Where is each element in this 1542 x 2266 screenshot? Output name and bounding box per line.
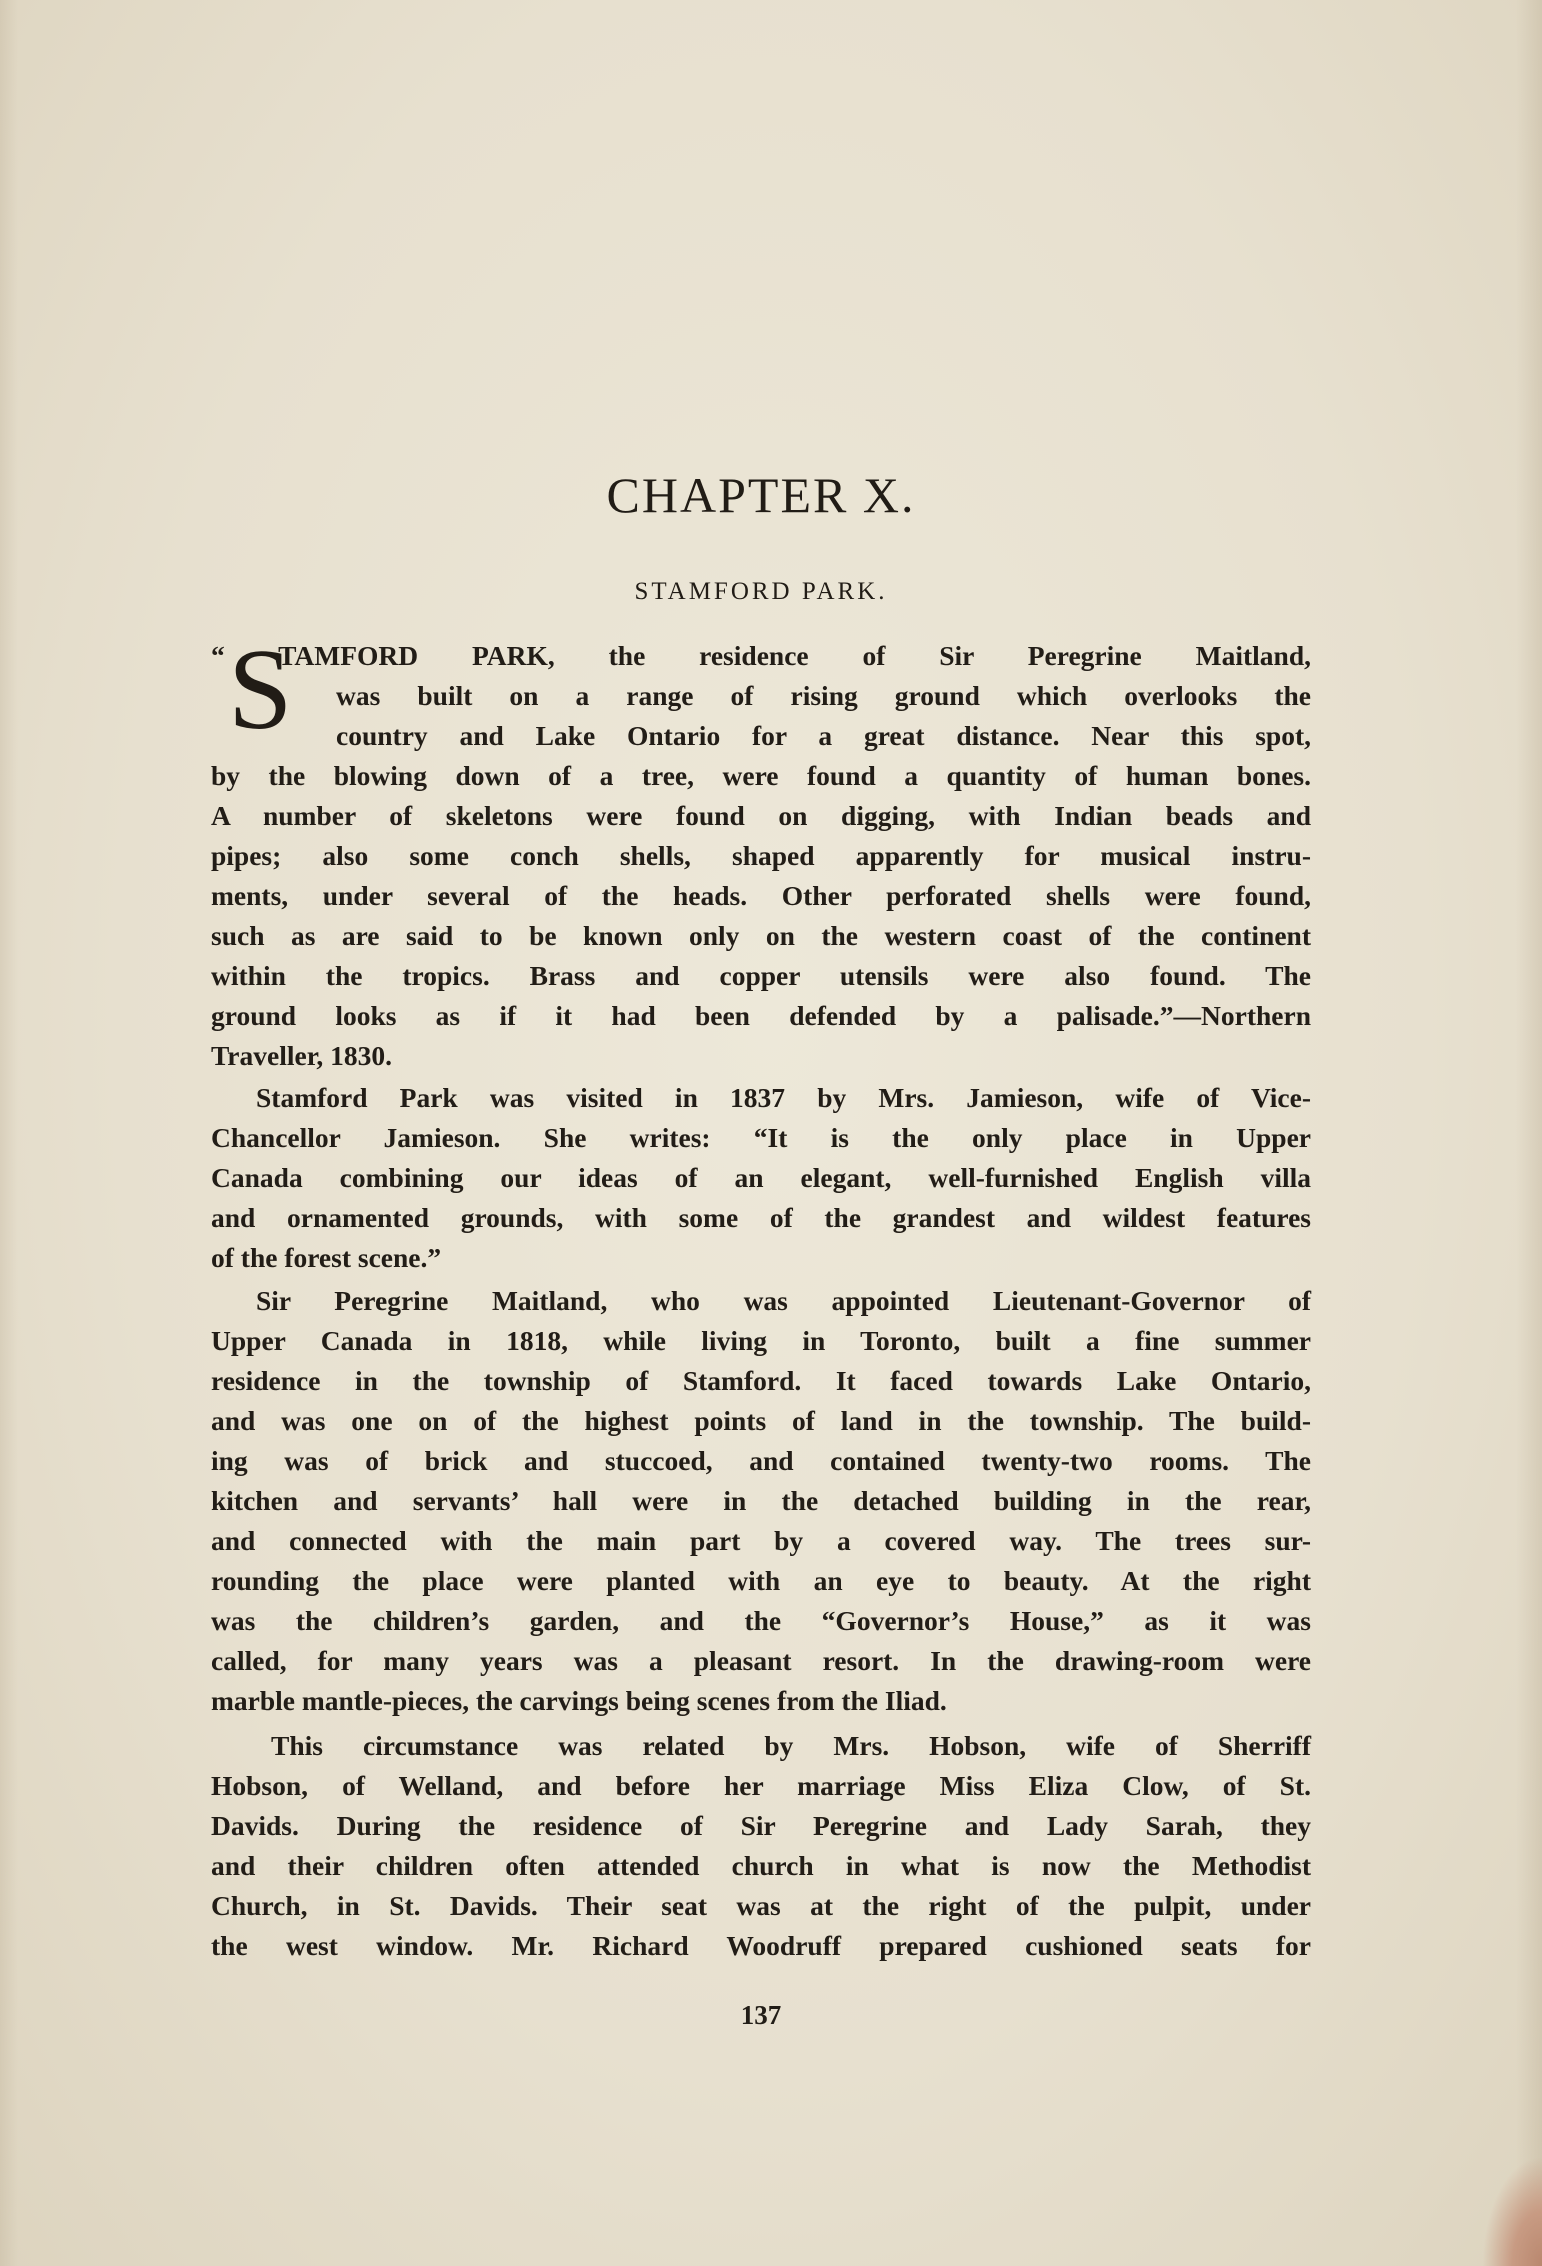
text-line: by the blowing down of a tree, were found a quantity of human bones. bbox=[211, 760, 1311, 791]
text-line: and their children often attended church in what is now the Methodist bbox=[211, 1850, 1311, 1881]
text-line: ments, under several of the heads. Other perforated shells were found, bbox=[211, 880, 1311, 911]
page-corner-curl bbox=[1482, 2156, 1542, 2266]
text-line: ground looks as if it had been defended by a palisade.”—Northern bbox=[211, 1000, 1311, 1031]
text-line: of the forest scene.” bbox=[211, 1242, 442, 1273]
text-line: was built on a range of rising ground which overlooks the bbox=[336, 680, 1311, 711]
page-left-shadow bbox=[0, 0, 18, 2266]
text-line: A number of skeletons were found on digging, with Indian beads and bbox=[211, 800, 1311, 831]
text-line: and was one on of the highest points of land in the township. The build- bbox=[211, 1405, 1311, 1436]
text-line: Davids. During the residence of Sir Peregrine and Lady Sarah, they bbox=[211, 1810, 1311, 1841]
page-number: 137 bbox=[740, 2000, 782, 2030]
text-line: such as are said to be known only on the western coast of the continent bbox=[211, 920, 1311, 951]
text-line: Traveller, 1830. bbox=[211, 1040, 393, 1071]
text-line: and ornamented grounds, with some of the grandest and wildest features bbox=[211, 1202, 1311, 1233]
text-line: pipes; also some conch shells, shaped apparently for musical instru- bbox=[211, 840, 1311, 871]
text-line: and connected with the main part by a covered way. The trees sur- bbox=[211, 1525, 1311, 1556]
chapter-title: CHAPTER X. bbox=[606, 467, 916, 523]
text-line: was the children’s garden, and the “Governor’s House,” as it was bbox=[211, 1605, 1311, 1636]
text-line: Stamford Park was visited in 1837 by Mrs. Jamieson, wife of Vice- bbox=[256, 1082, 1311, 1113]
text-line: Upper Canada in 1818, while living in Toronto, built a fine summer bbox=[211, 1325, 1311, 1356]
drop-cap: S bbox=[228, 626, 293, 754]
page-right-shadow bbox=[1516, 0, 1542, 2266]
section-title: STAMFORD PARK. bbox=[634, 578, 888, 605]
text-line: country and Lake Ontario for a great distance. Near this spot, bbox=[336, 720, 1311, 751]
text-line: “ TAMFORD PARK, the residence of Sir Peregrine Maitland, bbox=[211, 640, 1311, 671]
text-line: called, for many years was a pleasant resort. In the drawing-room were bbox=[211, 1645, 1311, 1676]
text-line: kitchen and servants’ hall were in the detached building in the rear, bbox=[211, 1485, 1311, 1516]
text-line: Church, in St. Davids. Their seat was at the right of the pulpit, under bbox=[211, 1890, 1311, 1921]
text-line: marble mantle-pieces, the carvings being scenes from the Iliad. bbox=[211, 1685, 947, 1716]
text-line: Chancellor Jamieson. She writes: “It is the only place in Upper bbox=[211, 1122, 1311, 1153]
text-line: within the tropics. Brass and copper utensils were also found. The bbox=[211, 960, 1311, 991]
text-line: Sir Peregrine Maitland, who was appointed Lieutenant-Governor of bbox=[256, 1285, 1311, 1316]
text-line: rounding the place were planted with an eye to beauty. At the right bbox=[211, 1565, 1311, 1596]
text-line: residence in the township of Stamford. It faced towards Lake Ontario, bbox=[211, 1365, 1311, 1396]
text-line: Hobson, of Welland, and before her marriage Miss Eliza Clow, of St. bbox=[211, 1770, 1311, 1801]
text-line: This circumstance was related by Mrs. Hobson, wife of Sherriff bbox=[271, 1730, 1311, 1761]
text-line: the west window. Mr. Richard Woodruff prepared cushioned seats for bbox=[211, 1930, 1311, 1961]
text-line: Canada combining our ideas of an elegant, well-furnished English villa bbox=[211, 1162, 1311, 1193]
text-line: ing was of brick and stuccoed, and contained twenty-two rooms. The bbox=[211, 1445, 1311, 1476]
